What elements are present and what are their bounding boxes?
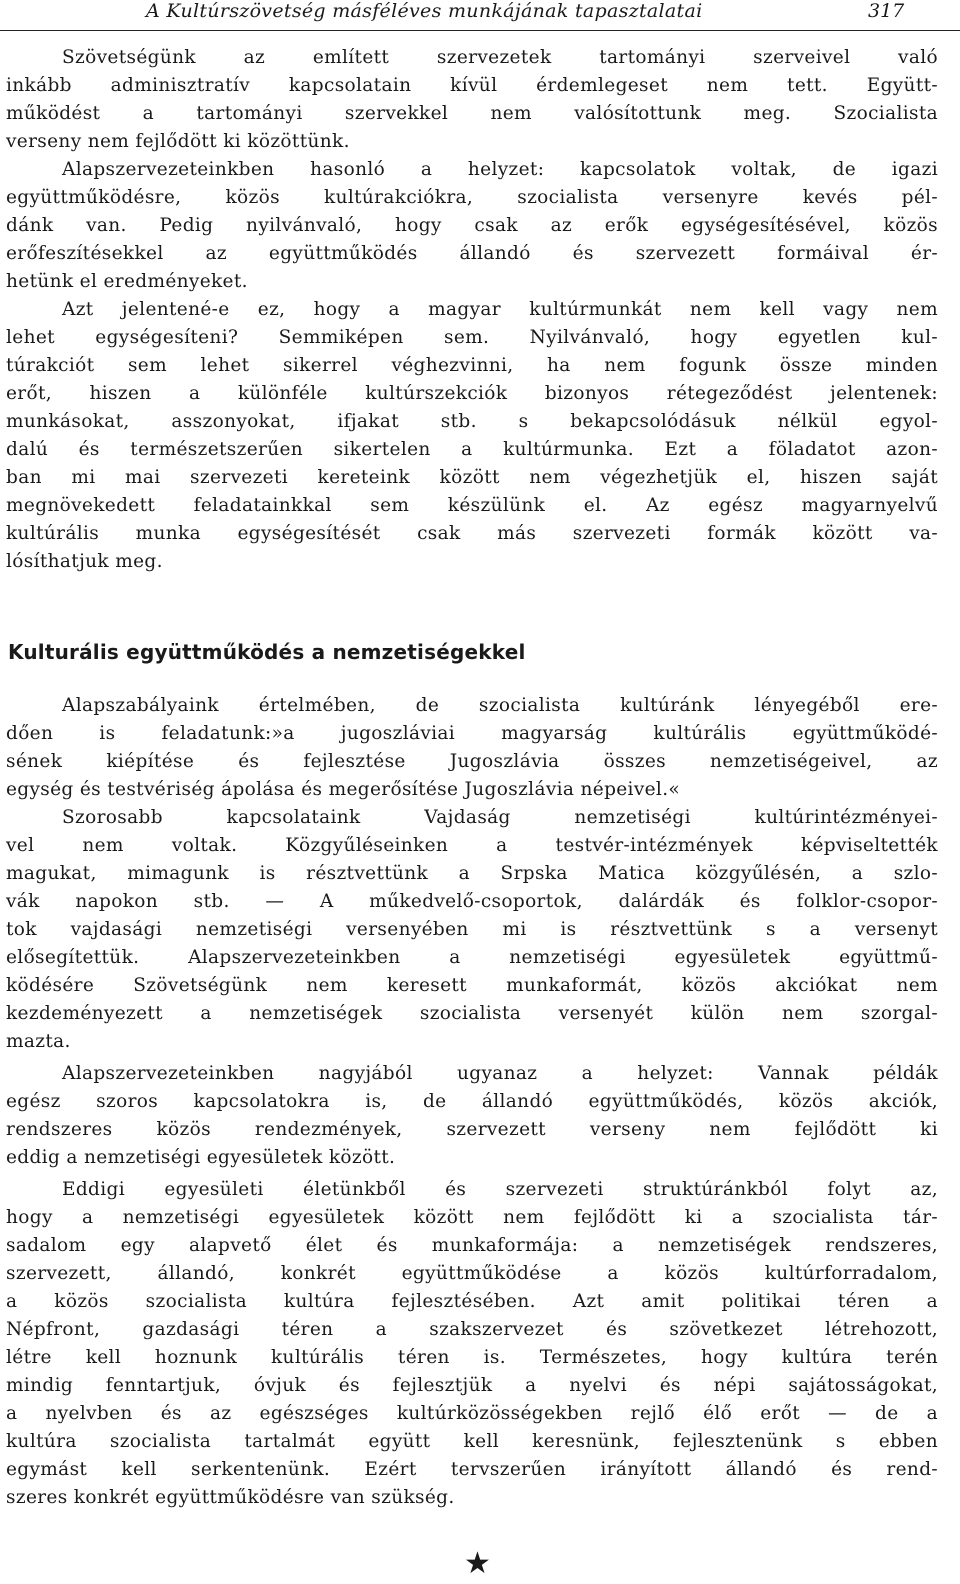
paragraph-line: egész szoros kapcsolatokra is, de állandó együttműködés, közös akciók, xyxy=(6,1091,938,1112)
paragraph-line: egymást kell serkentenünk. Ezért tervszerűen irányított állandó és rend- xyxy=(6,1459,938,1480)
paragraph-line: erőt, hiszen a különféle kultúrszekciók bizonyos rétegeződést jelentenek: xyxy=(6,383,938,404)
paragraph-line: szervezett, állandó, konkrét együttműködése a közös kultúrforradalom, xyxy=(6,1263,938,1284)
paragraph-line: elősegítettük. Alapszervezeteinkben a nemzetiségi egyesületek együttmű- xyxy=(6,947,938,968)
paragraph-line: mazta. xyxy=(6,1031,71,1052)
paragraph-line: egység és testvériség ápolása és megerősítése Jugoszlávia népeivel.« xyxy=(6,779,681,800)
paragraph-line: erőfeszítésekkel az együttműködés állandó és szervezett formáival ér- xyxy=(6,243,938,264)
paragraph-line: dően is feladatunk:»a jugoszláviai magyarság kultúrális együttműködé- xyxy=(6,723,938,744)
paragraph-line: kultúra szocialista tartalmát együtt kell keresnünk, fejlesztenünk s ebben xyxy=(6,1431,938,1452)
paragraph-line: Alapszervezeteinkben hasonló a helyzet: kapcsolatok voltak, de igazi xyxy=(62,159,938,180)
paragraph-line: dalú és természetszerűen sikertelen a kultúrmunka. Ezt a föladatot azon- xyxy=(6,439,938,460)
paragraph-line: Népfront, gazdasági téren a szakszervezet és szövetkezet létrehozott, xyxy=(6,1319,938,1340)
paragraph-line: Eddigi egyesületi életünkből és szervezeti struktúránkból folyt az, xyxy=(62,1179,938,1200)
paragraph-line: magukat, mimagunk is résztvettünk a Srpska Matica közgyűlésén, a szlo- xyxy=(6,863,938,884)
paragraph-line: szeres konkrét együttműködésre van szükség. xyxy=(6,1487,455,1508)
paragraph-line: munkásokat, asszonyokat, ifjakat stb. s bekapcsolódásuk nélkül egyol- xyxy=(6,411,938,432)
paragraph-line: Szövetségünk az említett szervezetek tartományi szerveivel való xyxy=(62,47,938,68)
star-ornament-icon: ★ xyxy=(464,1546,491,1581)
paragraph-line: kezdeményezett a nemzetiségek szocialista versenyét külön nem szorgal- xyxy=(6,1003,938,1024)
paragraph-line: Alapszabályaink értelmében, de szocialista kultúránk lényegéből ere- xyxy=(62,695,938,716)
paragraph-line: túrakciót sem lehet sikerrel véghezvinni, ha nem fogunk össze minden xyxy=(6,355,938,376)
paragraph-line: Alapszervezeteinkben nagyjából ugyanaz a helyzet: Vannak példák xyxy=(62,1063,938,1084)
paragraph-line: működést a tartományi szervekkel nem valósítottunk meg. Szocialista xyxy=(6,103,938,124)
paragraph-line: létre kell hoznunk kultúrális téren is. Természetes, hogy kultúra terén xyxy=(6,1347,938,1368)
paragraph-line: együttműködésre, közös kultúrakciókra, szocialista versenyre kevés pél- xyxy=(6,187,938,208)
paragraph-line: ködésére Szövetségünk nem keresett munkaformát, közös akciókat nem xyxy=(6,975,938,996)
paragraph-line: hetünk el eredményeket. xyxy=(6,271,248,292)
paragraph-line: megnövekedett feladatainkkal sem készülünk el. Az egész magyarnyelvű xyxy=(6,495,938,516)
running-title: A Kultúrszövetség másféléves munkájának tapasztalatai xyxy=(146,0,703,22)
paragraph-line: lósíthatjuk meg. xyxy=(6,551,163,572)
paragraph-line: lehet egységesíteni? Semmiképen sem. Nyilvánvaló, hogy egyetlen kul- xyxy=(6,327,938,348)
paragraph-line: sadalom egy alapvető élet és munkaformája: a nemzetiségek rendszeres, xyxy=(6,1235,938,1256)
paragraph-line: vel nem voltak. Közgyűléseinken a testvér-intézmények képviseltették xyxy=(6,835,938,856)
paragraph-line: vák napokon stb. — A műkedvelő-csoportok, dalárdák és folklor-csopor- xyxy=(6,891,938,912)
paragraph-line: eddig a nemzetiségi egyesületek között. xyxy=(6,1147,396,1168)
paragraph-line: sének kiépítése és fejlesztése Jugoszlávia összes nemzetiségeivel, az xyxy=(6,751,938,772)
paragraph-line: ban mi mai szervezeti kereteink között nem végezhetjük el, hiszen saját xyxy=(6,467,938,488)
paragraph-line: verseny nem fejlődött ki közöttünk. xyxy=(6,131,350,152)
paragraph-line: a közös szocialista kultúra fejlesztésében. Azt amit politikai téren a xyxy=(6,1291,938,1312)
paragraph-line: hogy a nemzetiségi egyesületek között nem fejlődött ki a szocialista tár- xyxy=(6,1207,938,1228)
paragraph-line: a nyelvben és az egészséges kultúrközösségekben rejlő élő erőt — de a xyxy=(6,1403,938,1424)
paragraph-line: Azt jelentené-e ez, hogy a magyar kultúrmunkát nem kell vagy nem xyxy=(62,299,938,320)
page-number: 317 xyxy=(868,0,905,22)
paragraph-line: kultúrális munka egységesítését csak más szervezeti formák között va- xyxy=(6,523,938,544)
paragraph-line: Szorosabb kapcsolataink Vajdaság nemzetiségi kultúrintézményei- xyxy=(62,807,938,828)
paragraph-line: tok vajdasági nemzetiségi versenyében mi is résztvettünk s a versenyt xyxy=(6,919,938,940)
section-heading: Kulturális együttműködés a nemzetiségekkel xyxy=(8,640,526,664)
paragraph-line: dánk van. Pedig nyilvánvaló, hogy csak az erők egységesítésével, közös xyxy=(6,215,938,236)
paragraph-line: mindig fenntartjuk, óvjuk és fejlesztjük a nyelvi és népi sajátosságokat, xyxy=(6,1375,938,1396)
page-header xyxy=(0,0,960,31)
paragraph-line: rendszeres közös rendezmények, szervezett verseny nem fejlődött ki xyxy=(6,1119,938,1140)
paragraph-line: inkább adminisztratív kapcsolatain kívül érdemlegeset nem tett. Együtt- xyxy=(6,75,938,96)
